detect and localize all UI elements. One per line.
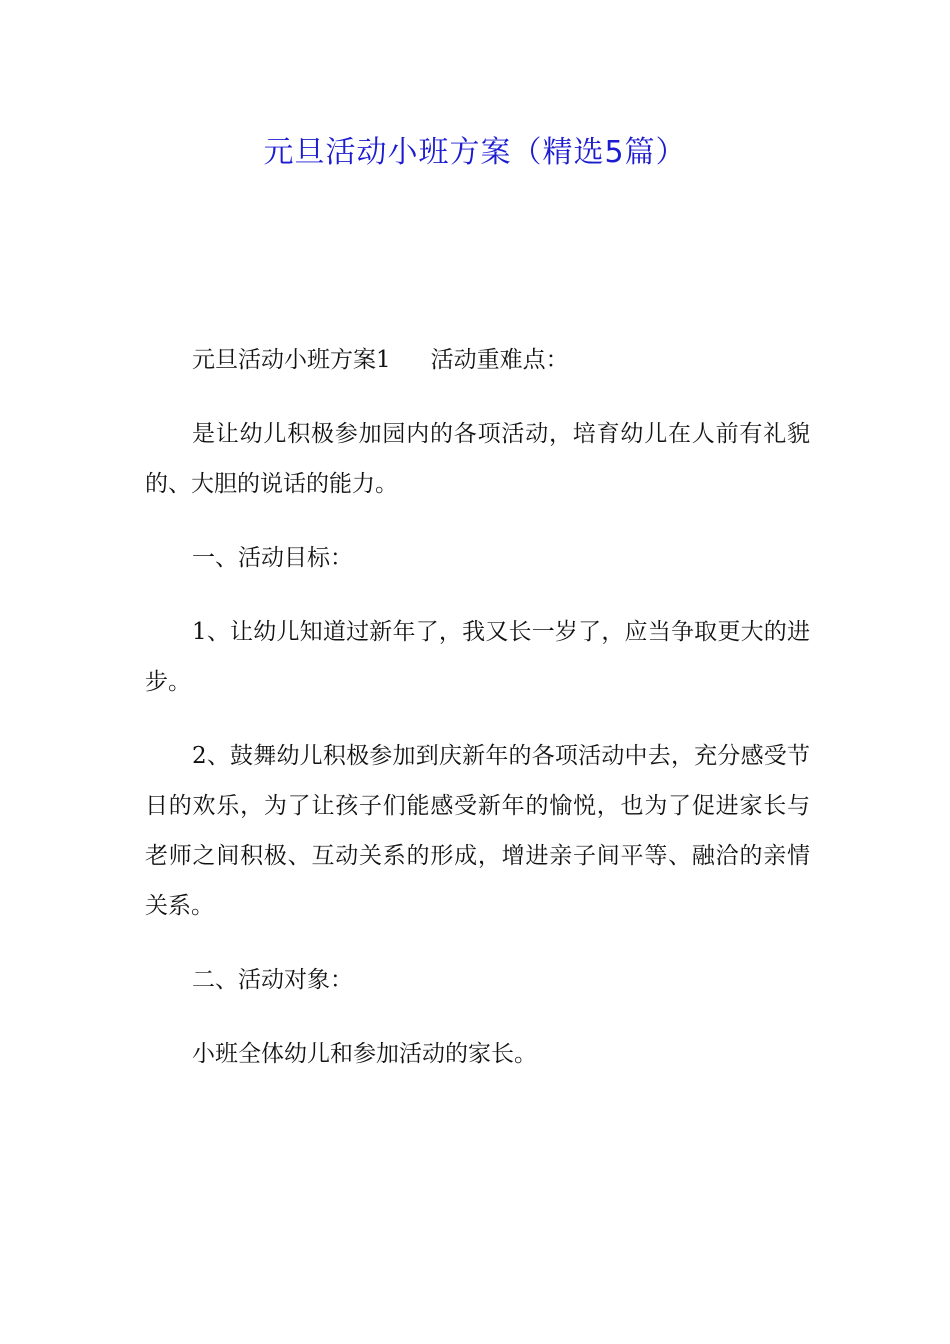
document-title: 元旦活动小班方案（精选5篇） [263,135,687,170]
paragraph: 一、活动目标： [192,545,353,571]
section-heading-line [145,335,810,385]
paragraph: 1、让幼儿知道过新年了，我又长一岁了，应当争取更大的进步。 [145,619,810,695]
section-subheading: 活动重难点： [430,347,569,373]
document-body [145,335,810,1103]
paragraph: 二、活动对象： [192,967,353,993]
paragraph: 是让幼儿积极参加园内的各项活动，培育幼儿在人前有礼貌的、大胆的说话的能力。 [145,421,810,497]
paragraph: 小班全体幼儿和参加活动的家长。 [192,1041,537,1067]
section-heading: 元旦活动小班方案1 [192,347,391,373]
paragraph: 2、鼓舞幼儿积极参加到庆新年的各项活动中去，充分感受节日的欢乐，为了让孩子们能感受新年的愉悦，也为了促进家长与老师之间积极、互动关系的形成，增进亲子间平等、融洽的亲情关系。 [145,743,810,919]
